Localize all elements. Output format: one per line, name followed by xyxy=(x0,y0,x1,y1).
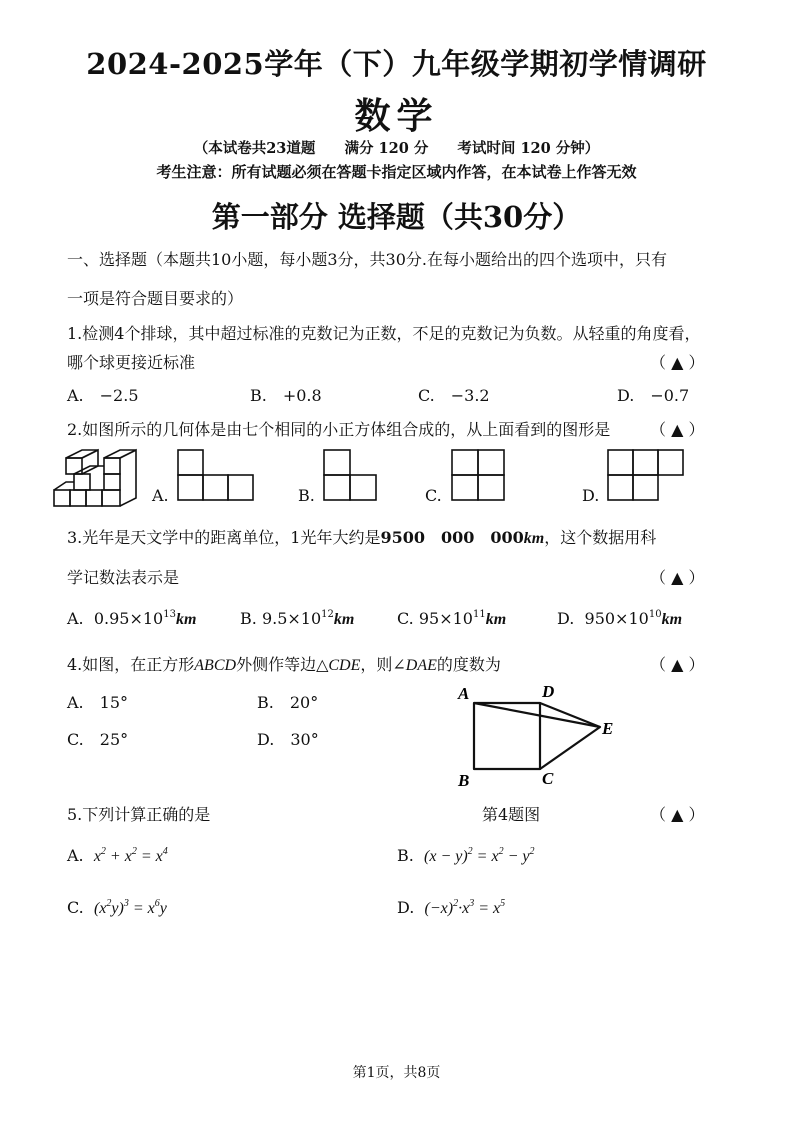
point-b-label: B xyxy=(458,771,470,790)
q5-stem: 5.下列计算正确的是 xyxy=(67,805,211,824)
q3-option-c: C. $95\times 10^{11}km$ xyxy=(397,609,507,628)
q4-option-b: B. 20° xyxy=(257,693,319,712)
q1-stem-line-1: 1.检测4个排球，其中超过标准的克数记为正数，不足的克数记为负数。从轻重的角度看， xyxy=(67,324,701,343)
info-full-score: 满分 120 分 xyxy=(344,140,429,157)
subject-title: 数学 xyxy=(354,95,439,137)
q3-stem-pre: 3.光年是天文学中的距离单位，1光年大约是 xyxy=(67,528,381,547)
q3-stem-line-2: 学记数法表示是 xyxy=(67,568,180,587)
q5-option-d: D. $(-x)^2\cdot x^3 = x^5$ xyxy=(397,898,506,917)
q5-option-a: A. $x^2 + x^2 = x^4$ xyxy=(67,846,168,865)
exam-title: 2024-2025学年（下）九年级学期初学情调研 xyxy=(86,47,707,81)
q1-option-a: A. −2.5 xyxy=(67,386,139,405)
q3-stem-number: 9500 000 000 xyxy=(380,528,524,547)
info-time: 考试时间 120 分钟） xyxy=(457,140,600,157)
q4-answer-mark: （ ▲ ） xyxy=(650,655,705,674)
q5-answer-mark: （ ▲ ） xyxy=(650,805,705,824)
q3-answer-mark: （ ▲ ） xyxy=(650,568,705,587)
q3-stem-post: ，这个数据用科 xyxy=(544,528,657,547)
exam-info xyxy=(0,137,793,158)
q3-option-b: B. $9.5\times 10^{12}km$ xyxy=(240,609,355,628)
point-a-label: A xyxy=(458,684,470,703)
q5-option-c: C. $(x^2y)^3 = x^6y$ xyxy=(67,898,167,917)
q3-stem-unit: km xyxy=(523,530,545,547)
q2-option-a-label: A. xyxy=(152,486,169,505)
q5-option-b-expression: $(x - y)^2 = x^2 - y^2$ xyxy=(424,846,535,865)
q2-option-b-figure xyxy=(322,448,380,504)
q3-option-a: A. $0.95\times 10^{13}km$ xyxy=(67,609,197,628)
q4-option-a: A. 15° xyxy=(67,693,129,712)
q1-answer-mark: （ ▲ ） xyxy=(650,353,705,372)
q3-stem-line-1 xyxy=(67,525,656,548)
instructions-line-1: 一、选择题（本题共10小题，每小题3分，共30分.在每小题给出的四个选项中，只有 xyxy=(67,250,667,269)
triangle-cde xyxy=(540,703,600,769)
q2-stem: 2.如图所示的几何体是由七个相同的小正方体组合成的，从上面看到的图形是 xyxy=(67,420,611,439)
info-question-count: （本试卷共23道题 xyxy=(193,140,316,157)
q2-option-a-figure xyxy=(176,448,256,504)
q4-option-d: D. 30° xyxy=(257,730,319,749)
q2-option-d-figure xyxy=(606,448,688,504)
q4-stem: 4.如图，在正方形ABCD外侧作等边△CDE，则∠DAE的度数为 xyxy=(67,655,501,674)
point-d-label: D xyxy=(542,682,555,701)
point-e-label: E xyxy=(602,719,614,738)
q2-option-b-label: B. xyxy=(298,486,315,505)
q5-option-a-expression: $x^2 + x^2 = x^4$ xyxy=(93,846,168,865)
page-footer: 第1页，共8页 xyxy=(352,1065,441,1081)
section-title: 第一部分 选择题（共30分） xyxy=(211,200,582,234)
q1-option-d: D. −0.7 xyxy=(617,386,690,405)
instructions-line-2: 一项是符合题目要求的） xyxy=(67,289,244,308)
q2-option-c-figure xyxy=(450,448,508,504)
q1-stem-line-2: 哪个球更接近标准 xyxy=(67,353,196,372)
q3-option-d: D. $950\times 10^{10}km$ xyxy=(557,609,683,628)
q4-figure-caption: 第4题图 xyxy=(482,805,541,824)
q1-option-b: B. +0.8 xyxy=(250,386,322,405)
q5-option-d-expression: $(-x)^2\cdot x^3 = x^5$ xyxy=(424,898,506,917)
q2-option-c-label: C. xyxy=(425,486,442,505)
q4-geometry-figure xyxy=(450,680,630,790)
q2-answer-mark: （ ▲ ） xyxy=(650,420,705,439)
q4-option-c: C. 25° xyxy=(67,730,129,749)
q2-option-d-label: D. xyxy=(582,486,600,505)
q5-option-b: B. $(x - y)^2 = x^2 - y^2$ xyxy=(397,846,535,865)
point-c-label: C xyxy=(542,769,554,788)
segment-ae xyxy=(474,703,600,727)
q1-option-c: C. −3.2 xyxy=(418,386,490,405)
exam-notice: 考生注意：所有试题必须在答题卡指定区域内作答，在本试卷上作答无效 xyxy=(156,163,637,181)
q2-cube-solid-figure xyxy=(52,448,142,514)
q5-option-c-expression: $(x^2y)^3 = x^6y$ xyxy=(93,898,167,917)
